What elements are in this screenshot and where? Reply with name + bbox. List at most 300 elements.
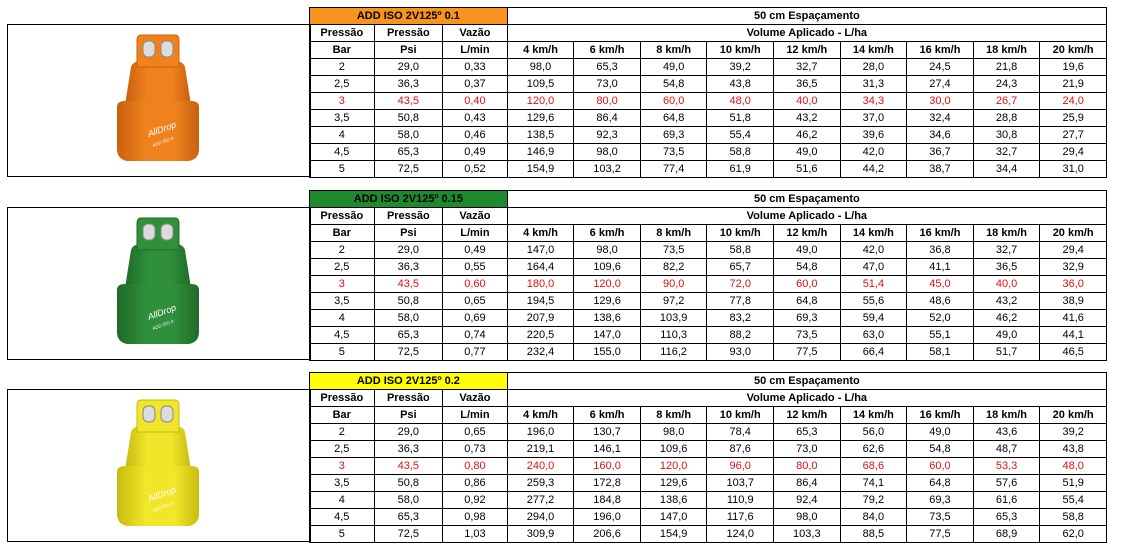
table-cell: 21,9: [1040, 76, 1107, 93]
table-cell: 24,0: [1040, 93, 1107, 110]
table-cell: 0,98: [443, 509, 508, 526]
table-cell: 69,3: [640, 127, 707, 144]
table-cell: 103,9: [640, 310, 707, 327]
table-cell: 294,0: [507, 509, 574, 526]
table-row: [310, 110, 1107, 127]
table-cell: 30,0: [907, 93, 974, 110]
table-cell: 41,1: [907, 259, 974, 276]
table-cell: 50,8: [374, 293, 443, 310]
table-cell: 220,5: [507, 327, 574, 344]
table-cell: 219,1: [507, 441, 574, 458]
table-cell: 63,0: [840, 327, 907, 344]
table-cell: 138,6: [640, 492, 707, 509]
table-cell: 62,6: [840, 441, 907, 458]
table-cell: 0,40: [443, 93, 508, 110]
table-row: [310, 458, 1107, 475]
table-cell: 2: [310, 242, 375, 259]
table-row: [310, 492, 1107, 509]
speed-header: 12 km/h: [774, 407, 841, 424]
table-cell: 84,0: [840, 509, 907, 526]
table-cell: 0,60: [443, 276, 508, 293]
table-cell: 90,0: [640, 276, 707, 293]
table-cell: 58,0: [374, 492, 443, 509]
table-cell: 184,8: [574, 492, 641, 509]
table-cell: 50,8: [374, 110, 443, 127]
table-cell: 72,0: [707, 276, 774, 293]
table-cell: 73,0: [774, 441, 841, 458]
table-cell: 2: [310, 424, 375, 441]
table-cell: 110,9: [707, 492, 774, 509]
table-cell: 44,1: [1040, 327, 1107, 344]
table-row: [310, 424, 1107, 441]
table-cell: 36,0: [1040, 276, 1107, 293]
table-cell: 29,0: [374, 424, 443, 441]
table-cell: 28,0: [840, 59, 907, 76]
table-cell: 98,0: [507, 59, 574, 76]
table-cell: 58,0: [374, 310, 443, 327]
table-cell: 68,6: [840, 458, 907, 475]
speed-header: 12 km/h: [774, 225, 841, 242]
spacing-label: 50 cm Espaçamento: [507, 373, 1106, 390]
table-cell: 60,0: [907, 458, 974, 475]
table-cell: 58,0: [374, 127, 443, 144]
table-cell: 43,6: [973, 424, 1040, 441]
table-cell: 57,6: [973, 475, 1040, 492]
speed-header: 8 km/h: [640, 42, 707, 59]
table-cell: 98,0: [574, 144, 641, 161]
header-pressure-bar: Pressão: [310, 390, 375, 407]
spacing-label: 50 cm Espaçamento: [507, 191, 1106, 208]
table-cell: 3,5: [310, 110, 375, 127]
table-cell: 43,5: [374, 276, 443, 293]
table-row: [310, 276, 1107, 293]
volume-label: Volume Aplicado - L/ha: [507, 390, 1106, 407]
speed-header: 10 km/h: [707, 42, 774, 59]
table-cell: 0,37: [443, 76, 508, 93]
table-cell: 154,9: [640, 526, 707, 543]
table-cell: 88,5: [840, 526, 907, 543]
table-cell: 55,1: [907, 327, 974, 344]
speed-header: 4 km/h: [507, 225, 574, 242]
table-cell: 160,0: [574, 458, 641, 475]
table-cell: 38,9: [1040, 293, 1107, 310]
table-cell: 83,2: [707, 310, 774, 327]
nozzle-model-text: ADD ISO 0: [151, 500, 175, 513]
nozzle-model-text: ADD ISO 0: [151, 135, 175, 148]
table-cell: 103,2: [574, 161, 641, 178]
table-cell: 73,5: [774, 327, 841, 344]
unit-psi: Psi: [374, 225, 443, 242]
table-cell: 0,80: [443, 458, 508, 475]
table-cell: 64,8: [774, 293, 841, 310]
table-cell: 0,69: [443, 310, 508, 327]
table-cell: 0,43: [443, 110, 508, 127]
table-row: [310, 242, 1107, 259]
table-cell: 4,5: [310, 327, 375, 344]
speed-header: 10 km/h: [707, 407, 774, 424]
table-cell: 207,9: [507, 310, 574, 327]
table-cell: 116,2: [640, 344, 707, 361]
table-cell: 0,65: [443, 424, 508, 441]
table-cell: 129,6: [507, 110, 574, 127]
table-cell: 41,6: [1040, 310, 1107, 327]
table-cell: 32,7: [774, 59, 841, 76]
table-cell: 36,7: [907, 144, 974, 161]
speed-header: 8 km/h: [640, 407, 707, 424]
table-cell: 69,3: [774, 310, 841, 327]
table-cell: 3: [310, 276, 375, 293]
table-cell: 4: [310, 127, 375, 144]
table-cell: 49,0: [774, 242, 841, 259]
table-cell: 77,4: [640, 161, 707, 178]
table-cell: 45,0: [907, 276, 974, 293]
table-cell: 54,8: [774, 259, 841, 276]
table-cell: 147,0: [574, 327, 641, 344]
table-cell: 54,8: [640, 76, 707, 93]
table-cell: 146,1: [574, 441, 641, 458]
table-cell: 36,8: [907, 242, 974, 259]
table-cell: 43,5: [374, 93, 443, 110]
table-cell: 36,3: [374, 259, 443, 276]
nozzle-title: ADD ISO 2V125º 0.15: [310, 191, 508, 208]
table-cell: 58,8: [707, 144, 774, 161]
table-cell: 32,4: [907, 110, 974, 127]
table-cell: 109,5: [507, 76, 574, 93]
speed-header: 14 km/h: [840, 225, 907, 242]
table-cell: 29,4: [1040, 144, 1107, 161]
table-row: [310, 259, 1107, 276]
table-cell: 39,2: [1040, 424, 1107, 441]
table-row: [310, 526, 1107, 543]
table-cell: 164,4: [507, 259, 574, 276]
unit-bar: Bar: [310, 42, 375, 59]
table-cell: 55,6: [840, 293, 907, 310]
table-cell: 48,6: [907, 293, 974, 310]
table-cell: 78,4: [707, 424, 774, 441]
table-cell: 31,0: [1040, 161, 1107, 178]
table-cell: 5: [310, 344, 375, 361]
table-cell: 0,92: [443, 492, 508, 509]
table-cell: 29,4: [1040, 242, 1107, 259]
spacing-label: 50 cm Espaçamento: [507, 8, 1106, 25]
speed-header: 20 km/h: [1040, 225, 1107, 242]
table-cell: 61,6: [973, 492, 1040, 509]
table-cell: 72,5: [374, 526, 443, 543]
table-cell: 65,7: [707, 259, 774, 276]
table-cell: 4,5: [310, 509, 375, 526]
speed-header: 4 km/h: [507, 42, 574, 59]
speed-header: 18 km/h: [973, 42, 1040, 59]
table-cell: 4,5: [310, 144, 375, 161]
table-cell: 2: [310, 59, 375, 76]
table-cell: 3,5: [310, 475, 375, 492]
table-cell: 36,5: [774, 76, 841, 93]
table-cell: 124,0: [707, 526, 774, 543]
table-cell: 130,7: [574, 424, 641, 441]
table-cell: 103,3: [774, 526, 841, 543]
header-flow: Vazão: [443, 390, 508, 407]
table-cell: 2,5: [310, 259, 375, 276]
table-cell: 109,6: [640, 441, 707, 458]
speed-header: 14 km/h: [840, 407, 907, 424]
table-cell: 39,2: [707, 59, 774, 76]
table-cell: 129,6: [574, 293, 641, 310]
nozzle-image-box: [7, 24, 311, 177]
nozzle-title: ADD ISO 2V125º 0.2: [310, 373, 508, 390]
table-cell: 93,0: [707, 344, 774, 361]
speed-header: 6 km/h: [574, 407, 641, 424]
table-cell: 0,65: [443, 293, 508, 310]
table-cell: 59,4: [840, 310, 907, 327]
table-cell: 38,7: [907, 161, 974, 178]
table-cell: 48,0: [1040, 458, 1107, 475]
table-cell: 65,3: [574, 59, 641, 76]
unit-bar: Bar: [310, 225, 375, 242]
table-cell: 29,0: [374, 242, 443, 259]
table-cell: 65,3: [374, 144, 443, 161]
table-row: [310, 161, 1107, 178]
table-cell: 31,3: [840, 76, 907, 93]
table-cell: 277,2: [507, 492, 574, 509]
table-cell: 0,33: [443, 59, 508, 76]
table-cell: 120,0: [507, 93, 574, 110]
table-cell: 27,7: [1040, 127, 1107, 144]
table-row: [310, 293, 1107, 310]
table-cell: 98,0: [774, 509, 841, 526]
header-pressure-bar: Pressão: [310, 25, 375, 42]
table-cell: 3: [310, 458, 375, 475]
table-cell: 129,6: [640, 475, 707, 492]
table-cell: 61,9: [707, 161, 774, 178]
table-cell: 240,0: [507, 458, 574, 475]
table-cell: 49,0: [640, 59, 707, 76]
table-cell: 86,4: [774, 475, 841, 492]
table-cell: 43,8: [1040, 441, 1107, 458]
table-cell: 120,0: [640, 458, 707, 475]
table-cell: 46,2: [774, 127, 841, 144]
table-cell: 64,8: [640, 110, 707, 127]
table-cell: 77,5: [774, 344, 841, 361]
nozzle-image: [113, 210, 203, 355]
table-cell: 36,3: [374, 76, 443, 93]
table-cell: 4: [310, 492, 375, 509]
table-cell: 72,5: [374, 161, 443, 178]
table-cell: 58,1: [907, 344, 974, 361]
table-cell: 147,0: [640, 509, 707, 526]
table-cell: 73,0: [574, 76, 641, 93]
table-cell: 46,2: [973, 310, 1040, 327]
unit-psi: Psi: [374, 407, 443, 424]
table-cell: 98,0: [574, 242, 641, 259]
table-cell: 5: [310, 161, 375, 178]
table-cell: 34,3: [840, 93, 907, 110]
speed-header: 18 km/h: [973, 407, 1040, 424]
table-cell: 87,6: [707, 441, 774, 458]
table-cell: 47,0: [840, 259, 907, 276]
table-row: [310, 327, 1107, 344]
nozzle-image: [113, 27, 203, 172]
table-cell: 40,0: [774, 93, 841, 110]
table-cell: 48,0: [707, 93, 774, 110]
table-row: [310, 93, 1107, 110]
table-row: [310, 441, 1107, 458]
table-cell: 4: [310, 310, 375, 327]
table-cell: 155,0: [574, 344, 641, 361]
table-cell: 1,03: [443, 526, 508, 543]
table-row: [310, 310, 1107, 327]
table-cell: 259,3: [507, 475, 574, 492]
speed-header: 12 km/h: [774, 42, 841, 59]
table-cell: 50,8: [374, 475, 443, 492]
speed-header: 4 km/h: [507, 407, 574, 424]
table-cell: 32,7: [973, 242, 1040, 259]
table-cell: 60,0: [774, 276, 841, 293]
table-cell: 32,9: [1040, 259, 1107, 276]
table-row: [310, 76, 1107, 93]
table-cell: 96,0: [707, 458, 774, 475]
volume-label: Volume Aplicado - L/ha: [507, 25, 1106, 42]
table-cell: 55,4: [707, 127, 774, 144]
table-cell: 44,2: [840, 161, 907, 178]
nozzle-brand-text: AllDrop: [146, 302, 178, 322]
table-cell: 146,9: [507, 144, 574, 161]
speed-header: 16 km/h: [907, 225, 974, 242]
table-cell: 0,73: [443, 441, 508, 458]
table-cell: 0,55: [443, 259, 508, 276]
nozzle-brand-text: AllDrop: [146, 484, 178, 504]
table-cell: 0,86: [443, 475, 508, 492]
table-cell: 19,6: [1040, 59, 1107, 76]
table-cell: 55,4: [1040, 492, 1107, 509]
table-cell: 0,49: [443, 242, 508, 259]
table-cell: 80,0: [774, 458, 841, 475]
header-pressure-psi: Pressão: [374, 208, 443, 225]
table-cell: 52,0: [907, 310, 974, 327]
table-cell: 0,49: [443, 144, 508, 161]
table-cell: 26,7: [973, 93, 1040, 110]
nozzle-image: [113, 392, 203, 537]
table-cell: 86,4: [574, 110, 641, 127]
table-cell: 58,8: [1040, 509, 1107, 526]
table-cell: 73,5: [640, 144, 707, 161]
table-cell: 24,3: [973, 76, 1040, 93]
table-cell: 21,8: [973, 59, 1040, 76]
table-cell: 80,0: [574, 93, 641, 110]
unit-lmin: L/min: [443, 407, 508, 424]
volume-label: Volume Aplicado - L/ha: [507, 208, 1106, 225]
table-cell: 39,6: [840, 127, 907, 144]
table-cell: 147,0: [507, 242, 574, 259]
table-cell: 0,77: [443, 344, 508, 361]
table-cell: 48,7: [973, 441, 1040, 458]
table-cell: 29,0: [374, 59, 443, 76]
table-cell: 172,8: [574, 475, 641, 492]
table-cell: 51,6: [774, 161, 841, 178]
table-cell: 3,5: [310, 293, 375, 310]
flow-rate-table: [309, 372, 1107, 543]
table-row: [310, 144, 1107, 161]
table-cell: 3: [310, 93, 375, 110]
speed-header: 18 km/h: [973, 225, 1040, 242]
table-cell: 2,5: [310, 76, 375, 93]
table-cell: 42,0: [840, 144, 907, 161]
table-cell: 180,0: [507, 276, 574, 293]
table-cell: 73,5: [640, 242, 707, 259]
speed-header: 10 km/h: [707, 225, 774, 242]
nozzle-model-text: ADD ISO 0: [151, 318, 175, 331]
table-cell: 92,4: [774, 492, 841, 509]
table-cell: 64,8: [907, 475, 974, 492]
table-cell: 68,9: [973, 526, 1040, 543]
table-cell: 110,3: [640, 327, 707, 344]
table-cell: 66,4: [840, 344, 907, 361]
table-cell: 46,5: [1040, 344, 1107, 361]
speed-header: 8 km/h: [640, 225, 707, 242]
nozzle-image-box: [7, 207, 311, 360]
nozzle-title: ADD ISO 2V125º 0.1: [310, 8, 508, 25]
table-cell: 138,5: [507, 127, 574, 144]
table-cell: 72,5: [374, 344, 443, 361]
table-cell: 34,6: [907, 127, 974, 144]
table-cell: 73,5: [907, 509, 974, 526]
table-cell: 49,0: [774, 144, 841, 161]
table-cell: 27,4: [907, 76, 974, 93]
flow-rate-table: [309, 7, 1107, 178]
table-cell: 232,4: [507, 344, 574, 361]
table-cell: 49,0: [973, 327, 1040, 344]
table-cell: 24,5: [907, 59, 974, 76]
table-cell: 65,3: [973, 509, 1040, 526]
speed-header: 6 km/h: [574, 42, 641, 59]
table-cell: 79,2: [840, 492, 907, 509]
table-row: [310, 344, 1107, 361]
flow-rate-table: [309, 190, 1107, 361]
table-cell: 196,0: [574, 509, 641, 526]
table-cell: 34,4: [973, 161, 1040, 178]
speed-header: 20 km/h: [1040, 407, 1107, 424]
table-cell: 58,8: [707, 242, 774, 259]
table-cell: 51,4: [840, 276, 907, 293]
table-cell: 60,0: [640, 93, 707, 110]
table-cell: 117,6: [707, 509, 774, 526]
table-cell: 51,7: [973, 344, 1040, 361]
table-cell: 309,9: [507, 526, 574, 543]
table-row: [310, 509, 1107, 526]
table-cell: 40,0: [973, 276, 1040, 293]
table-cell: 36,5: [973, 259, 1040, 276]
table-cell: 92,3: [574, 127, 641, 144]
table-cell: 88,2: [707, 327, 774, 344]
table-cell: 194,5: [507, 293, 574, 310]
table-cell: 42,0: [840, 242, 907, 259]
header-pressure-psi: Pressão: [374, 25, 443, 42]
table-cell: 154,9: [507, 161, 574, 178]
speed-header: 20 km/h: [1040, 42, 1107, 59]
table-cell: 43,2: [774, 110, 841, 127]
table-cell: 43,5: [374, 458, 443, 475]
speed-header: 16 km/h: [907, 407, 974, 424]
table-cell: 97,2: [640, 293, 707, 310]
unit-bar: Bar: [310, 407, 375, 424]
table-cell: 54,8: [907, 441, 974, 458]
table-cell: 65,3: [374, 509, 443, 526]
table-cell: 37,0: [840, 110, 907, 127]
table-cell: 65,3: [774, 424, 841, 441]
table-row: [310, 127, 1107, 144]
header-pressure-psi: Pressão: [374, 390, 443, 407]
table-cell: 2,5: [310, 441, 375, 458]
table-cell: 49,0: [907, 424, 974, 441]
